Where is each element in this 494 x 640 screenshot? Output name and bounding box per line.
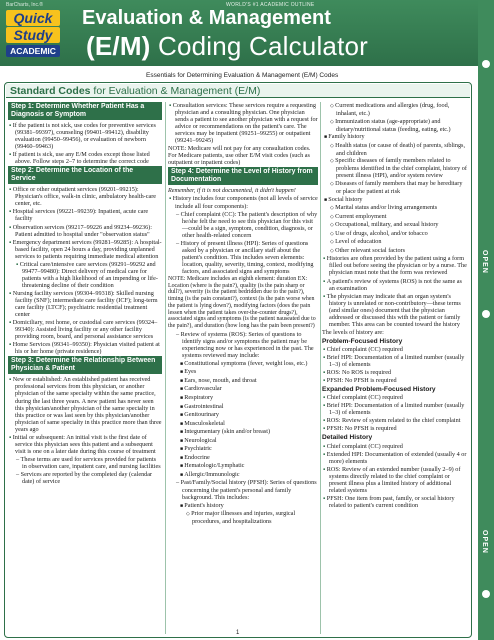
- list-item: ▪ Hospital services (99221–99239): Inpatient, acute care facility: [8, 208, 162, 222]
- column-2: [168, 102, 318, 636]
- history-subitem: ◇ Specific diseases of family members related to problems identified in the chief complaint, history of present illness (HPI), and/or system review: [322, 157, 469, 179]
- column-divider-1: [165, 102, 166, 634]
- title-em: (E/M): [86, 31, 151, 61]
- list-subitem: – Past/Family/Social history (PFSH): Series of questions concerning the patient's personal and family background. This includes:: [168, 479, 318, 500]
- history-subitem: ◇ Other relevant social factors: [322, 247, 469, 255]
- history-subitem: ◇ Immunization status (age-appropriate) and dietary/nutritional status (feeding, eating, etc.): [322, 118, 469, 133]
- open-label: OPEN: [481, 250, 488, 274]
- list-item: ▪ Office or other outpatient services (99201–99215): Physician's office, walk-in clinic, ambulatory health-care center, etc.: [8, 186, 162, 207]
- list-subitem: – History of present illness (HPI): Series of questions asked by a physician or ancillary staff about the patient's condition. This includes seven elements: location, quality, severity, timing, context, modifying factors, and associated signs and symptoms: [168, 240, 318, 275]
- list-subitem: ▪ Critical care/intensive care services (99291–99292 and 99477–99480): Direct delivery of medical care for patients with a high likelihood of an impending or life-threatening decline of their condition: [8, 261, 162, 289]
- level-item: ▪ PFSH: No PFSH is required: [322, 377, 469, 384]
- binding-hole: [482, 310, 490, 318]
- list-item: ▪ Domiciliary, rest home, or custodial care services (99324–99340): Assisted living facility or any other facility providing room, board, and personal assistance services: [8, 319, 162, 340]
- list-item: ▪ A patient's review of systems (ROS) is not the same as an examination: [322, 278, 469, 292]
- system-item: ■ Hematologic/Lymphatic: [168, 462, 318, 470]
- social-history-heading: ■ Social history: [322, 196, 469, 204]
- list-item: ▪ New or established: An established patient has received professional services from this physician, or another physician of the same specialty within the same practice, during the last three years. A new patient has never seen this physician/another physician of the same specialty in this practice or was last seen by this physician/another physician of same specialty in this practice more than three years ago: [8, 376, 162, 432]
- level-item: ▪ Brief HPI: Documentation of a limited number (usually 1–3) of elements: [322, 354, 469, 368]
- list-item: ▪ The physician may indicate that an organ system's history is unrelated or non-contributory—these terms (and similar ones) document that the physician addressed or discussed this with the patient or family member. This area can be counted toward the history: [322, 293, 469, 328]
- list-item: ▪ History includes four components (not all levels of service include all four components):: [168, 195, 318, 209]
- column-3: [322, 102, 469, 636]
- system-item: ■ Genitourinary: [168, 411, 318, 419]
- binding-hole: [482, 590, 490, 598]
- system-item: ■ Ears, nose, mouth, and throat: [168, 377, 318, 385]
- standard-codes-heading: Standard Codes for Evaluation & Management (E/M): [10, 85, 261, 97]
- subtitle: Essentials for Determining Evaluation & Management (E/M) Codes: [146, 72, 339, 79]
- logo-academic: ACADEMIC: [6, 45, 60, 57]
- list-item: ▪ Initial or subsequent: An initial visit is the first date of service this physician sees this patient and a subsequent visit is one on a later date during this course of treatment: [8, 434, 162, 455]
- history-subitem: ◇ Diseases of family members that may be hereditary or place the patient at risk: [322, 180, 469, 195]
- history-subitem: ◇ Prior major illnesses and injuries, surgical procedures, and hospitalizations: [168, 510, 318, 525]
- level-heading: Problem-Focused History: [322, 337, 403, 345]
- title-rest: Coding Calculator: [150, 31, 369, 61]
- brand-line: BarCharts, Inc.®: [6, 2, 44, 8]
- open-label: OPEN: [481, 530, 488, 554]
- page-number: 1: [236, 630, 240, 636]
- level-item: ▪ Extended HPI: Documentation of extended (usually 4 or more) elements: [322, 451, 469, 465]
- logo-study: Study: [6, 27, 60, 43]
- list-item: ▪ Home Services (99341–99350): Physician visited patient at his or her home (private residence): [8, 341, 162, 355]
- level-item: ▪ Chief complaint (CC) required: [322, 394, 469, 401]
- step4-heading: Step 4: Determine the Level of History from Documentation: [168, 167, 318, 185]
- level-heading: Expanded Problem-Focused History: [322, 386, 436, 394]
- system-item: ■ Neurological: [168, 437, 318, 445]
- system-item: ■ Integumentary (skin and/or breast): [168, 428, 318, 436]
- list-subitem: – These terms are used for services provided for patients in observation care, inpatient care, and nursing facilities: [8, 456, 162, 470]
- title-line-2: [86, 31, 368, 62]
- system-item: ■ Psychiatric: [168, 445, 318, 453]
- history-subitem: ◇ Current employment: [322, 213, 469, 221]
- list-item: ▪ Observation services (99217–99226 and 99234–99236): Patient admitted to hospital under "observation status": [8, 224, 162, 238]
- list-item: ▪ Emergency department services (99281–99285): A hospital-based facility, open 24 hours a day, providing unplanned services to patients requiring immediate medical attention: [8, 239, 162, 260]
- list-item: ▪ Histories are often provided by the patient using a form filled out before seeing the physician or by a nurse. The physician must note that the form was reviewed: [322, 255, 469, 276]
- levels-intro: The levels of history are:: [322, 328, 384, 336]
- system-item: ■ Respiratory: [168, 394, 318, 402]
- level-item: ▪ Chief complaint (CC) required: [322, 346, 469, 353]
- level-item: ▪ PFSH: No PFSH is required: [322, 425, 469, 432]
- level-item: ▪ PFSH: One item from past, family, or social history related to patient's current condition: [322, 495, 469, 509]
- family-history-heading: ■ Family history: [322, 133, 469, 141]
- step2-heading: Step 2: Determine the Location of the Service: [8, 166, 162, 184]
- system-item: ■ Endocrine: [168, 454, 318, 462]
- level-heading: Detailed History: [322, 434, 373, 442]
- list-item: ▪ If patient is sick, use any E/M codes except those listed above. Follow steps 2–7 to determine the correct code: [8, 151, 162, 165]
- binding-hole: [482, 60, 490, 68]
- history-subitem: ◇ Health status (or cause of death) of parents, siblings, and children: [322, 142, 469, 157]
- system-item: ■ Musculoskeletal: [168, 420, 318, 428]
- history-subitem: ◇ Use of drugs, alcohol, and/or tobacco: [322, 230, 469, 238]
- level-item: ▪ ROS: Review of an extended number (usually 2–9) of systems directly related to the chief complaint or present illness plus a limited history of additional related systems: [322, 466, 469, 494]
- binding-strip: [478, 0, 494, 640]
- history-subitem: ◇ Level of education: [322, 238, 469, 246]
- system-item: ■ Cardiovascular: [168, 385, 318, 393]
- step3-heading: Step 3: Determine the Relationship Between Physician & Patient: [8, 356, 162, 374]
- title-line-1: Evaluation & Management: [82, 7, 331, 29]
- logo-quick: Quick: [6, 10, 60, 26]
- level-item: ▪ Brief HPI: Documentation of a limited number (usually 1–3) of elements: [322, 402, 469, 416]
- header-band: [0, 0, 494, 66]
- column-divider-2: [320, 102, 321, 634]
- history-subitem: ◇ Marital status and/or living arrangements: [322, 204, 469, 212]
- system-item: ■ Gastrointestinal: [168, 403, 318, 411]
- system-item: ■ Eyes: [168, 368, 318, 376]
- remember-note: Remember, if it is not documented, it didn't happen!: [168, 187, 296, 195]
- list-subitem: – Services are reported by the completed day (calendar date) of service: [8, 471, 162, 485]
- system-item: ■ Allergic/Immunologic: [168, 471, 318, 479]
- hpi-note: NOTE: Medicare includes an eighth element: duration EX: Location (where is the pain?), quality (is the pain sharp or dull?), severity (is the patient bedridden due to the pain?), timing (is the pain constant?), context (is the pain worse when the patient is lying down?), modifying factors (does the pain lessen when the patient takes over-the-counter drugs?), associated signs and symptoms (is the patient nauseated due to the pain?), and duration (how long has the pain been present?): [168, 275, 316, 329]
- list-subitem: – Review of systems (ROS): Series of questions to identify signs and/or symptoms the patient may be experiencing now or has experienced in the past. The systems reviewed may include:: [168, 331, 318, 359]
- list-subitem: – Chief complaint (CC): The patient's description of why he/she felt the need to see this physician for this visit—could be a sign, symptom, condition, diagnosis, or other health-related concern: [168, 211, 318, 239]
- column-1: [8, 102, 162, 636]
- level-item: ▪ ROS: No ROS is required: [322, 369, 469, 376]
- consult-note: NOTE: Medicare will not pay for any consultation codes. For Medicare patients, use other E/M visit codes (such as outpatient or inpatient codes): [168, 145, 311, 167]
- level-item: ▪ Chief complaint (CC) required: [322, 443, 469, 450]
- list-item: ▪ If the patient is not sick, use codes for preventive services (99381–99397), counseling (99401–99412), disability evaluation (99450–99456), or evaluation of newborn (99460–99463): [8, 122, 162, 150]
- step1-heading: Step 1: Determine Whether Patient Has a Diagnosis or Symptom: [8, 102, 162, 120]
- top-tagline: WORLD'S #1 ACADEMIC OUTLINE: [226, 2, 315, 8]
- list-item: ▪ Nursing facility services (99304–99318): Skilled nursing facility (SNF); intermediate care facility (ICF); long-term care facility (LTCF); psychiatric residential treatment center: [8, 290, 162, 318]
- history-subitem: ◇ Current medications and allergies (drug, food, inhalant, etc.): [322, 102, 469, 117]
- level-item: ▪ ROS: Review of system related to the chief complaint: [322, 417, 469, 424]
- history-subitem: ◇ Occupational, military, and sexual history: [322, 221, 469, 229]
- system-item: ■ Constitutional symptoms (fever, weight loss, etc.): [168, 360, 318, 368]
- list-item: ▪ Consultation services: These services require a requesting physician and a consulting physician. One physician sends a patient to see another physician with a request for advice or recommendations on the patient's care. The services may be inpatient (99251–99255) or outpatient (99241–99245): [168, 102, 318, 144]
- quickstudy-logo: [4, 10, 62, 64]
- patients-history-heading: ■ Patient's history: [168, 502, 318, 510]
- standard-codes-bar: [6, 84, 470, 98]
